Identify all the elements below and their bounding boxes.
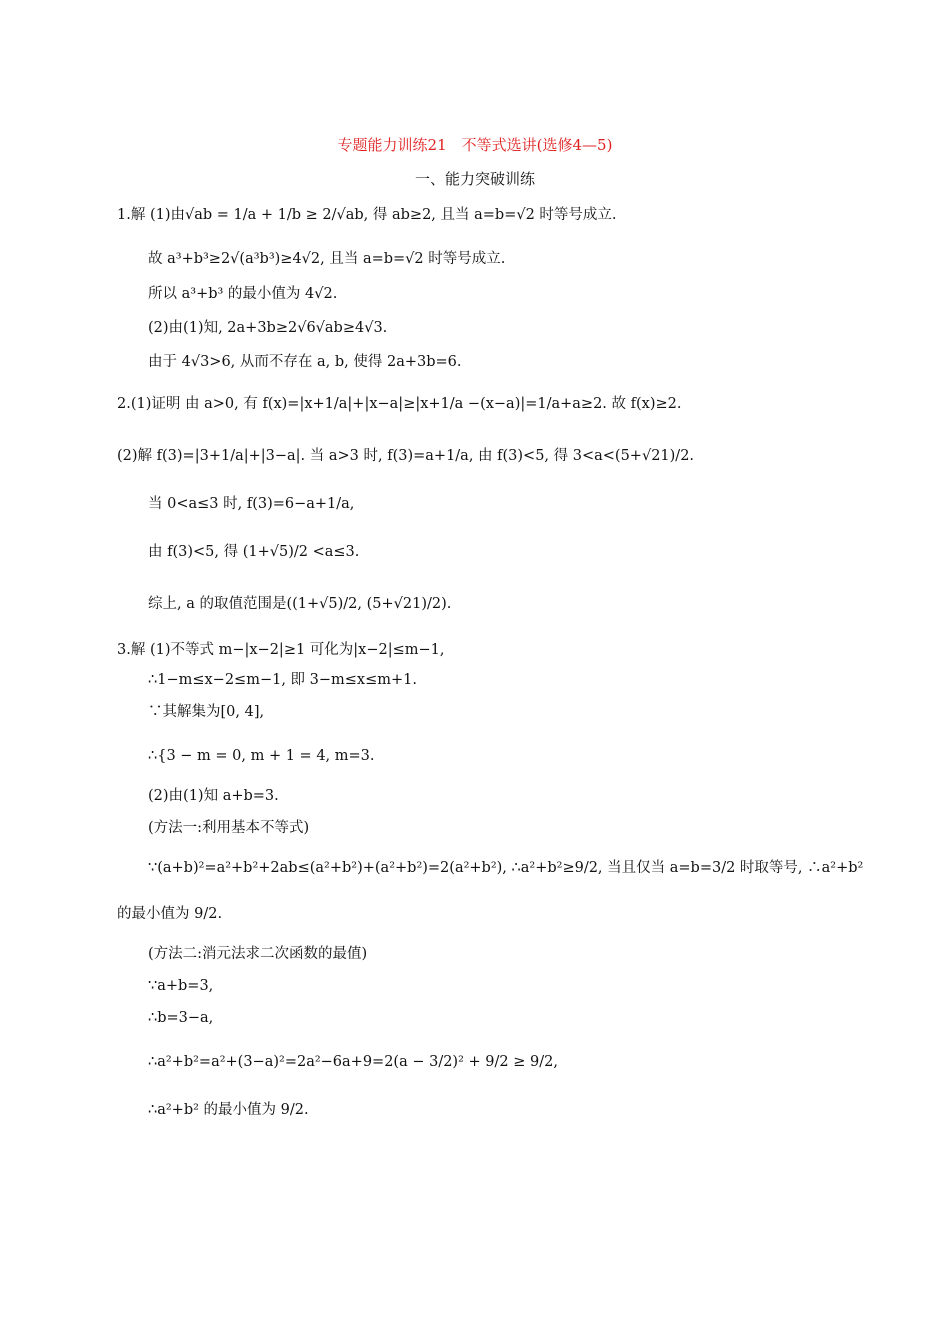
solution-line: 由 f(3)<5, 得 (1+√5)/2 <a≤3. (148, 544, 360, 560)
solution-line: 1.解 (1)由√ab = 1/a + 1/b ≥ 2/√ab, 得 ab≥2, 且当 a=b=√2 时等号成立. (117, 207, 617, 223)
solution-line: ∴a²+b²=a²+(3−a)²=2a²−6a+9=2(a − 3/2)² + 9/2 ≥ 9/2, (148, 1054, 558, 1070)
solution-line: ∵a+b=3, (148, 978, 214, 994)
section-subtitle: 一、能力突破训练 (414, 170, 535, 188)
solution-line: 故 a³+b³≥2√(a³b³)≥4√2, 且当 a=b=√2 时等号成立. (148, 251, 506, 267)
solution-line: 综上, a 的取值范围是((1+√5)/2, (5+√21)/2). (148, 596, 452, 612)
solution-line: ∴1−m≤x−2≤m−1, 即 3−m≤x≤m+1. (148, 672, 417, 688)
solution-line: (2)由(1)知 a+b=3. (148, 788, 279, 804)
solution-line: 所以 a³+b³ 的最小值为 4√2. (148, 286, 338, 302)
solution-line: ∴b=3−a, (148, 1010, 214, 1026)
solution-line: ∵(a+b)²=a²+b²+2ab≤(a²+b²)+(a²+b²)=2(a²+b²), ∴a²+b²≥9/2, 当且仅当 a=b=3/2 时取等号, ∴a²+b² (148, 860, 864, 876)
page-title: 专题能力训练21 不等式选讲(选修4—5) (337, 136, 613, 154)
solution-line: 由于 4√3>6, 从而不存在 a, b, 使得 2a+3b=6. (148, 354, 462, 370)
solution-line: (2)由(1)知, 2a+3b≥2√6√ab≥4√3. (148, 320, 388, 336)
solution-line: ∴a²+b² 的最小值为 9/2. (148, 1102, 309, 1118)
solution-line: 3.解 (1)不等式 m−|x−2|≥1 可化为|x−2|≤m−1, (117, 642, 445, 658)
solution-line: (方法二:消元法求二次函数的最值) (148, 946, 368, 962)
solution-line: (方法一:利用基本不等式) (148, 820, 310, 836)
solution-line: (2)解 f(3)=|3+1/a|+|3−a|. 当 a>3 时, f(3)=a+1/a, 由 f(3)<5, 得 3<a<(5+√21)/2. (117, 448, 695, 464)
solution-line: ∵其解集为[0, 4], (148, 704, 265, 720)
solution-line: 2.(1)证明 由 a>0, 有 f(x)=|x+1/a|+|x−a|≥|x+1/a −(x−a)|=1/a+a≥2. 故 f(x)≥2. (117, 396, 682, 412)
solution-line: 当 0<a≤3 时, f(3)=6−a+1/a, (148, 496, 355, 512)
solution-line: ∴{3 − m = 0, m + 1 = 4, m=3. (148, 748, 375, 764)
solution-line: 的最小值为 9/2. (117, 906, 223, 922)
